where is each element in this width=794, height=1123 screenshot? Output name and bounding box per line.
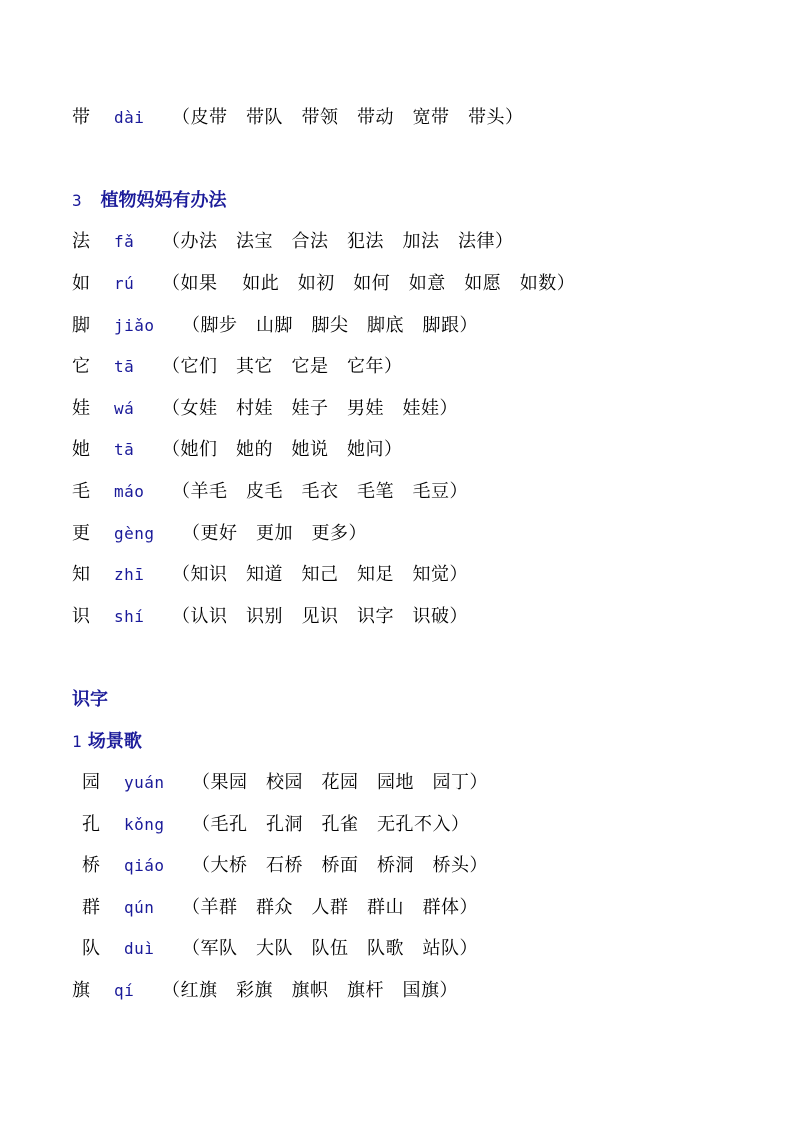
vocab-words: （办法 法宝 合法 犯法 加法 法律） — [162, 231, 514, 252]
vocab-pinyin: duì — [124, 939, 155, 958]
vocab-words: （羊毛 皮毛 毛衣 毛笔 毛豆） — [172, 481, 468, 502]
vocab-pinyin: máo — [114, 482, 145, 501]
vocab-row — [0, 809, 470, 841]
vocab-char: 队 — [82, 938, 100, 959]
vocab-pinyin: fǎ — [114, 232, 135, 251]
vocab-row — [0, 518, 367, 550]
vocab-char: 娃 — [72, 398, 90, 419]
lesson-3-heading — [72, 185, 226, 217]
lesson-1-heading — [72, 726, 142, 758]
vocab-words: （更好 更加 更多） — [182, 523, 367, 544]
vocab-words: （红旗 彩旗 旗帜 旗杆 国旗） — [162, 980, 458, 1001]
vocab-row — [0, 975, 458, 1007]
vocab-words: （女娃 村娃 娃子 男娃 娃娃） — [162, 398, 458, 419]
vocab-row — [0, 476, 468, 508]
vocab-row — [0, 268, 576, 300]
lesson-3-title: 植物妈妈有办法 — [100, 190, 227, 211]
vocab-pinyin: tā — [114, 440, 135, 459]
vocab-pinyin: yuán — [124, 773, 165, 792]
vocab-char: 旗 — [72, 980, 90, 1001]
vocab-char: 她 — [72, 439, 90, 460]
vocab-words: （它们 其它 它是 它年） — [162, 356, 403, 377]
vocab-pinyin: dài — [114, 108, 145, 127]
vocab-words: （果园 校园 花园 园地 园丁） — [192, 772, 488, 793]
vocab-pinyin: kǒng — [124, 815, 165, 834]
vocab-char: 它 — [72, 356, 90, 377]
vocab-words: （皮带 带队 带领 带动 宽带 带头） — [172, 107, 524, 128]
vocab-pinyin: shí — [114, 607, 145, 626]
vocab-row — [0, 767, 488, 799]
vocab-pinyin: wá — [114, 399, 135, 418]
vocab-char: 脚 — [72, 315, 90, 336]
vocab-row — [0, 434, 403, 466]
vocab-row-dai — [0, 102, 524, 134]
vocab-row — [0, 933, 478, 965]
vocab-pinyin: qí — [114, 981, 135, 1000]
vocab-pinyin: gèng — [114, 524, 155, 543]
vocab-row — [0, 601, 468, 633]
vocab-row — [0, 310, 478, 342]
vocab-row — [0, 892, 478, 924]
vocab-pinyin: jiǎo — [114, 316, 155, 335]
lesson-1-number: 1 — [72, 732, 82, 751]
vocab-words: （脚步 山脚 脚尖 脚底 脚跟） — [182, 315, 478, 336]
vocab-row — [0, 393, 458, 425]
vocab-words: （如果 如此 如初 如何 如意 如愿 如数） — [162, 273, 576, 294]
vocab-pinyin: qiáo — [124, 856, 165, 875]
vocab-row — [0, 351, 403, 383]
vocab-char: 园 — [82, 772, 100, 793]
vocab-words: （大桥 石桥 桥面 桥洞 桥头） — [192, 855, 488, 876]
vocab-char: 毛 — [72, 481, 90, 502]
vocab-char: 更 — [72, 523, 90, 544]
vocab-pinyin: zhī — [114, 565, 145, 584]
vocab-pinyin: rú — [114, 274, 135, 293]
vocab-row — [0, 226, 514, 258]
vocab-char: 如 — [72, 273, 90, 294]
vocab-char: 识 — [72, 606, 90, 627]
vocab-row — [0, 559, 468, 591]
vocab-char: 群 — [82, 897, 100, 918]
lesson-1-title: 场景歌 — [87, 731, 142, 752]
vocab-char: 带 — [72, 107, 90, 128]
vocab-words: （羊群 群众 人群 群山 群体） — [182, 897, 478, 918]
vocab-char: 知 — [72, 564, 90, 585]
vocab-row — [0, 850, 488, 882]
vocab-char: 孔 — [82, 814, 100, 835]
vocab-words: （毛孔 孔洞 孔雀 无孔不入） — [192, 814, 470, 835]
vocab-char: 法 — [72, 231, 90, 252]
vocab-pinyin: tā — [114, 357, 135, 376]
vocab-words: （认识 识别 见识 识字 识破） — [172, 606, 468, 627]
vocab-pinyin: qún — [124, 898, 155, 917]
vocab-char: 桥 — [82, 855, 100, 876]
vocab-words: （她们 她的 她说 她问） — [162, 439, 403, 460]
vocab-words: （军队 大队 队伍 队歌 站队） — [182, 938, 478, 959]
section-heading: 识字 — [72, 689, 108, 710]
lesson-3-number: 3 — [72, 191, 82, 210]
vocab-words: （知识 知道 知己 知足 知觉） — [172, 564, 468, 585]
